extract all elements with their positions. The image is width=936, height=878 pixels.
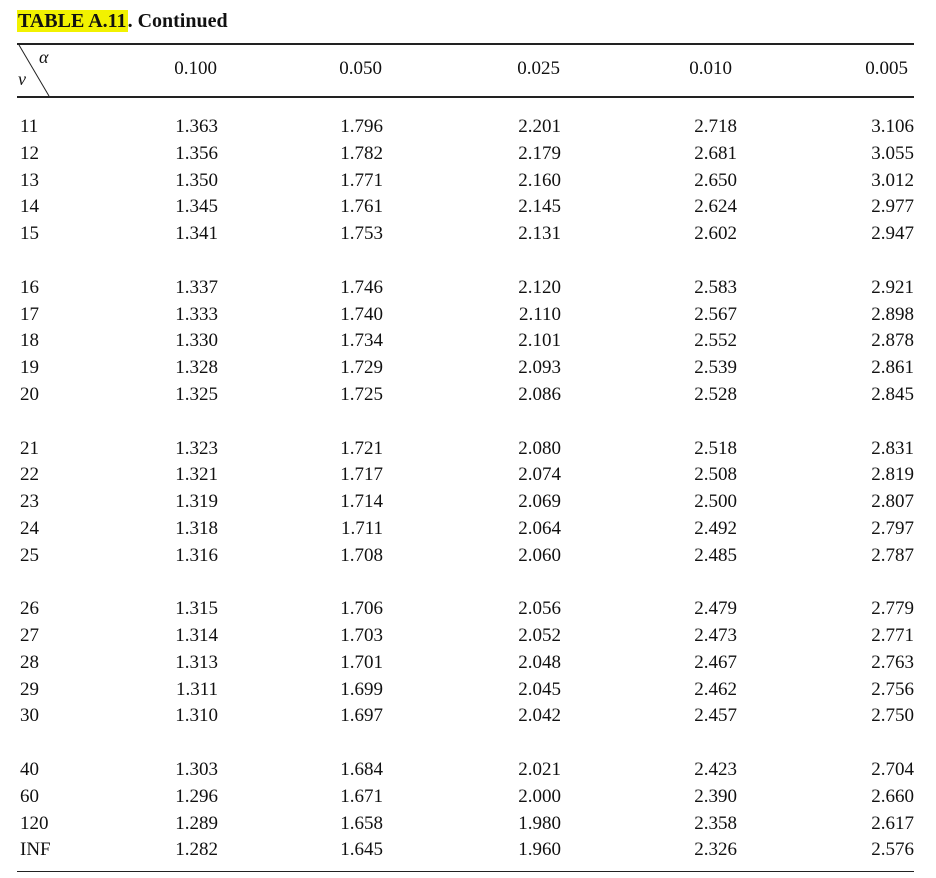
table-row: [0, 303, 936, 330]
value-cell: 1.796: [340, 116, 383, 137]
value-cell: 2.567: [694, 303, 737, 325]
table-row: [0, 758, 936, 785]
df-cell: 60: [20, 785, 39, 807]
value-cell: 2.000: [518, 785, 561, 807]
header-rule: [17, 96, 914, 98]
table-row: [0, 437, 936, 464]
df-cell: 30: [20, 705, 39, 727]
column-header: 0.050: [339, 58, 382, 79]
value-cell: 1.323: [175, 437, 218, 459]
value-cell: 2.467: [694, 651, 737, 673]
value-cell: 2.518: [694, 437, 737, 459]
value-cell: 1.740: [340, 303, 383, 325]
value-cell: 2.074: [518, 464, 561, 486]
value-cell: 1.325: [175, 383, 218, 405]
table-row: [0, 704, 936, 731]
table-row: [0, 329, 936, 356]
value-cell: 1.729: [340, 357, 383, 378]
table-row: [0, 651, 936, 678]
value-cell: 2.131: [518, 223, 561, 244]
table-row: [0, 517, 936, 544]
value-cell: 2.797: [871, 517, 914, 539]
table-row: [0, 356, 936, 383]
value-cell: 2.718: [694, 116, 737, 137]
value-cell: 1.960: [518, 839, 561, 861]
value-cell: 1.721: [340, 437, 383, 459]
table-row: [0, 463, 936, 490]
value-cell: 2.060: [518, 544, 561, 566]
value-cell: 2.021: [518, 759, 561, 780]
value-cell: 2.064: [518, 517, 561, 539]
value-cell: 2.779: [871, 598, 914, 620]
table-row: [0, 624, 936, 651]
value-cell: 1.330: [175, 330, 218, 352]
column-header: 0.010: [689, 58, 732, 79]
value-cell: 2.042: [518, 705, 561, 727]
value-cell: 1.303: [175, 759, 218, 780]
value-cell: 2.624: [694, 196, 737, 218]
value-cell: 2.602: [694, 223, 737, 244]
value-cell: 1.734: [340, 330, 383, 352]
value-cell: 2.390: [694, 785, 737, 807]
value-cell: 2.048: [518, 651, 561, 673]
table-row: [0, 785, 936, 812]
value-cell: 2.750: [871, 705, 914, 727]
value-cell: 2.080: [518, 437, 561, 459]
value-cell: 1.321: [175, 464, 218, 486]
value-cell: 1.310: [175, 705, 218, 727]
top-rule: [17, 43, 914, 45]
df-cell: 28: [20, 651, 39, 673]
df-cell: 25: [20, 544, 39, 566]
df-cell: 22: [20, 464, 39, 486]
value-cell: 2.120: [518, 276, 561, 298]
value-cell: 1.717: [340, 464, 383, 486]
value-cell: 2.052: [518, 625, 561, 646]
value-cell: 1.296: [175, 785, 218, 807]
nu-symbol: ν: [18, 69, 26, 89]
value-cell: 2.056: [518, 598, 561, 620]
value-cell: 1.703: [340, 625, 383, 646]
bottom-rule: [17, 871, 914, 872]
value-cell: 1.725: [340, 383, 383, 405]
df-cell: 19: [20, 357, 39, 378]
value-cell: 2.492: [694, 517, 737, 539]
value-cell: 1.708: [340, 544, 383, 566]
value-cell: 1.319: [175, 491, 218, 512]
value-cell: 2.681: [694, 142, 737, 164]
df-cell: 20: [20, 383, 39, 405]
value-cell: 2.179: [518, 142, 561, 164]
value-cell: 2.898: [871, 303, 914, 325]
value-cell: 3.012: [871, 169, 914, 191]
value-cell: 2.552: [694, 330, 737, 352]
table-row: [0, 142, 936, 169]
df-cell: 11: [20, 116, 39, 137]
table-row: [0, 678, 936, 705]
df-cell: 12: [20, 142, 39, 164]
value-cell: 2.101: [518, 330, 561, 352]
value-cell: 1.714: [340, 491, 383, 512]
value-cell: 1.337: [175, 276, 218, 298]
value-cell: 1.771: [340, 169, 383, 191]
value-cell: 1.316: [175, 544, 218, 566]
value-cell: 2.326: [694, 839, 737, 861]
df-cell: 24: [20, 517, 39, 539]
value-cell: 2.771: [871, 625, 914, 646]
value-cell: 1.701: [340, 651, 383, 673]
value-cell: 2.528: [694, 383, 737, 405]
value-cell: 1.684: [340, 759, 383, 780]
table-row: [0, 544, 936, 571]
value-cell: 1.350: [175, 169, 218, 191]
value-cell: 2.819: [871, 464, 914, 486]
value-cell: 2.145: [518, 196, 561, 218]
value-cell: 2.423: [694, 759, 737, 780]
df-cell: 14: [20, 196, 39, 218]
value-cell: 1.333: [175, 303, 218, 325]
value-cell: 1.658: [340, 812, 383, 834]
df-cell: 13: [20, 169, 39, 191]
value-cell: 2.539: [694, 357, 737, 378]
value-cell: 1.313: [175, 651, 218, 673]
value-cell: 1.315: [175, 598, 218, 620]
value-cell: 1.699: [340, 678, 383, 700]
df-cell: 21: [20, 437, 39, 459]
df-cell: 26: [20, 598, 39, 620]
column-header: 0.100: [174, 58, 217, 79]
column-header: 0.025: [517, 58, 560, 79]
value-cell: 2.831: [871, 437, 914, 459]
df-cell: 40: [20, 759, 39, 780]
table-row: [0, 597, 936, 624]
value-cell: 1.746: [340, 276, 383, 298]
value-cell: 2.583: [694, 276, 737, 298]
value-cell: 2.485: [694, 544, 737, 566]
value-cell: 2.086: [518, 383, 561, 405]
table-row: [0, 195, 936, 222]
value-cell: 1.706: [340, 598, 383, 620]
value-cell: 2.110: [518, 303, 561, 325]
value-cell: 2.093: [518, 357, 561, 378]
value-cell: 1.761: [340, 196, 383, 218]
value-cell: 2.358: [694, 812, 737, 834]
value-cell: 1.671: [340, 785, 383, 807]
value-cell: 3.055: [871, 142, 914, 164]
df-cell: 120: [20, 812, 49, 834]
value-cell: 2.617: [871, 812, 914, 834]
value-cell: 2.660: [871, 785, 914, 807]
value-cell: 1.345: [175, 196, 218, 218]
value-cell: 1.282: [175, 839, 218, 861]
value-cell: 2.807: [871, 491, 914, 512]
df-cell: 18: [20, 330, 39, 352]
table-row: [0, 490, 936, 517]
value-cell: 2.977: [871, 196, 914, 218]
value-cell: 1.318: [175, 517, 218, 539]
value-cell: 1.645: [340, 839, 383, 861]
value-cell: 2.787: [871, 544, 914, 566]
value-cell: 2.201: [518, 116, 561, 137]
df-cell: 23: [20, 491, 39, 512]
table-caption-text: . Continued: [127, 10, 228, 32]
value-cell: 2.508: [694, 464, 737, 486]
value-cell: 2.473: [694, 625, 737, 646]
df-cell: INF: [20, 839, 51, 861]
value-cell: 2.878: [871, 330, 914, 352]
value-cell: 2.947: [871, 223, 914, 244]
value-cell: 1.697: [340, 705, 383, 727]
df-cell: 29: [20, 678, 39, 700]
value-cell: 2.160: [518, 169, 561, 191]
value-cell: 1.289: [175, 812, 218, 834]
table-row: [0, 812, 936, 839]
df-cell: 27: [20, 625, 39, 646]
value-cell: 2.763: [871, 651, 914, 673]
value-cell: 2.479: [694, 598, 737, 620]
value-cell: 1.753: [340, 223, 383, 244]
value-cell: 2.845: [871, 383, 914, 405]
value-cell: 2.861: [871, 357, 914, 378]
df-cell: 17: [20, 303, 39, 325]
value-cell: 2.457: [694, 705, 737, 727]
df-cell: 15: [20, 223, 39, 244]
value-cell: 1.314: [175, 625, 218, 646]
value-cell: 1.341: [175, 223, 218, 244]
value-cell: 2.650: [694, 169, 737, 191]
column-header: 0.005: [865, 58, 908, 79]
header-corner-cell: [17, 45, 51, 96]
table-row: [0, 169, 936, 196]
table-caption: [17, 9, 228, 33]
table-row: [0, 383, 936, 410]
value-cell: 2.921: [871, 276, 914, 298]
alpha-symbol: α: [39, 47, 49, 67]
table-row: [0, 276, 936, 303]
value-cell: 1.363: [175, 116, 218, 137]
df-cell: 16: [20, 276, 39, 298]
table-label: TABLE A.11: [18, 10, 127, 32]
value-cell: 1.311: [175, 678, 218, 700]
value-cell: 1.328: [175, 357, 218, 378]
value-cell: 2.756: [871, 678, 914, 700]
value-cell: 1.356: [175, 142, 218, 164]
value-cell: 1.980: [518, 812, 561, 834]
value-cell: 2.069: [518, 491, 561, 512]
value-cell: 3.106: [871, 116, 914, 137]
table-row: [0, 838, 936, 865]
table-row: [0, 115, 936, 142]
value-cell: 1.782: [340, 142, 383, 164]
value-cell: 2.500: [694, 491, 737, 512]
value-cell: 2.576: [871, 839, 914, 861]
table-row: [0, 222, 936, 249]
value-cell: 2.704: [871, 759, 914, 780]
value-cell: 1.711: [340, 517, 383, 539]
value-cell: 2.462: [694, 678, 737, 700]
value-cell: 2.045: [518, 678, 561, 700]
